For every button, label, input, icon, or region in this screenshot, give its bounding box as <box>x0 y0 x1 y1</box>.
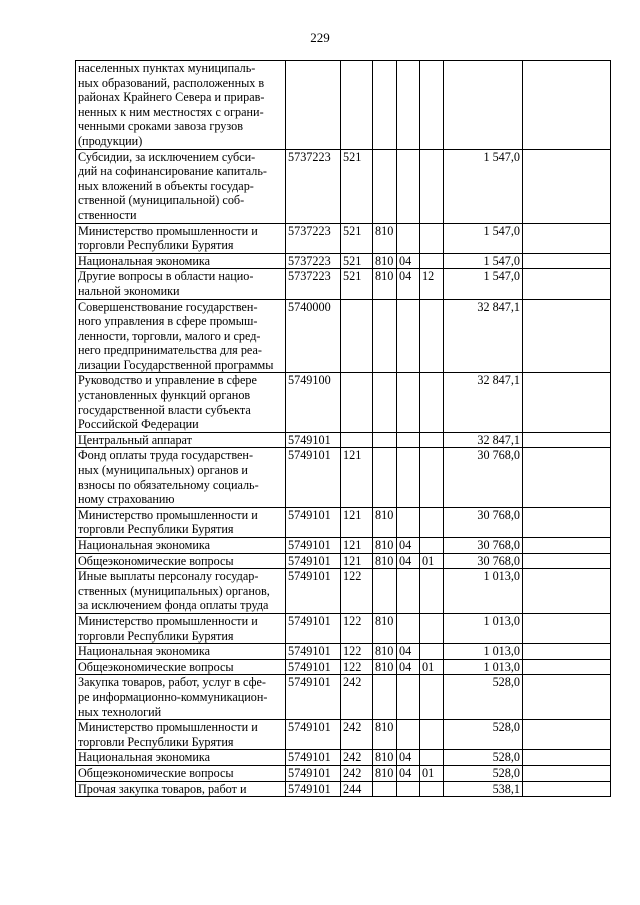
row-pr-cell <box>420 253 444 269</box>
row-vr-cell <box>341 373 373 432</box>
row-gr-cell <box>373 432 397 448</box>
row-pr-cell <box>420 149 444 223</box>
table-row <box>76 720 611 750</box>
row-pr-cell <box>420 569 444 614</box>
row-rz-cell <box>397 223 420 253</box>
table-row <box>76 149 611 223</box>
row-code-cell: 5749101 <box>286 675 341 720</box>
row-amount-cell: 30 768,0 <box>444 553 523 569</box>
row-empty-cell <box>523 750 611 766</box>
row-name-cell: Субсидии, за исключением субси- дий на софинансирование капиталь- ных вложений в объекты государ- ственной (муниципальной) соб- ственности <box>76 149 286 223</box>
row-amount-cell: 1 547,0 <box>444 149 523 223</box>
row-empty-cell <box>523 720 611 750</box>
row-vr-cell: 121 <box>341 448 373 507</box>
table-row <box>76 644 611 660</box>
row-empty-cell <box>523 569 611 614</box>
row-amount-cell: 1 013,0 <box>444 659 523 675</box>
row-pr-cell <box>420 613 444 643</box>
row-gr-cell: 810 <box>373 253 397 269</box>
row-name-cell: Министерство промышленности и торговли Республики Бурятия <box>76 507 286 537</box>
row-empty-cell <box>523 448 611 507</box>
table-row <box>76 448 611 507</box>
row-gr-cell: 810 <box>373 269 397 299</box>
row-gr-cell <box>373 299 397 373</box>
row-gr-cell: 810 <box>373 613 397 643</box>
row-amount-cell: 30 768,0 <box>444 538 523 554</box>
row-name-cell: Министерство промышленности и торговли Республики Бурятия <box>76 613 286 643</box>
row-code-cell: 5749101 <box>286 432 341 448</box>
row-rz-cell: 04 <box>397 750 420 766</box>
row-code-cell <box>286 61 341 150</box>
row-amount-cell: 32 847,1 <box>444 373 523 432</box>
row-code-cell: 5749101 <box>286 720 341 750</box>
row-empty-cell <box>523 432 611 448</box>
table-row <box>76 269 611 299</box>
row-empty-cell <box>523 659 611 675</box>
row-empty-cell <box>523 553 611 569</box>
row-rz-cell <box>397 61 420 150</box>
row-rz-cell: 04 <box>397 644 420 660</box>
row-vr-cell: 521 <box>341 223 373 253</box>
row-rz-cell <box>397 448 420 507</box>
row-empty-cell <box>523 675 611 720</box>
row-vr-cell: 121 <box>341 538 373 554</box>
row-vr-cell <box>341 299 373 373</box>
row-empty-cell <box>523 149 611 223</box>
row-amount-cell: 528,0 <box>444 720 523 750</box>
page-number: 229 <box>310 30 330 45</box>
row-code-cell: 5749101 <box>286 765 341 781</box>
row-amount-cell: 30 768,0 <box>444 448 523 507</box>
table-row <box>76 765 611 781</box>
row-code-cell: 5749101 <box>286 750 341 766</box>
table-row <box>76 61 611 150</box>
row-name-cell: населенных пунктах муниципаль- ных образований, расположенных в районах Крайнего Севера и прирав- ненных к ним местностях с ограни- ченными сроками завоза грузов (продукции) <box>76 61 286 150</box>
row-rz-cell <box>397 569 420 614</box>
table-row <box>76 675 611 720</box>
table-row <box>76 781 611 797</box>
row-amount-cell: 528,0 <box>444 675 523 720</box>
row-rz-cell <box>397 675 420 720</box>
row-rz-cell <box>397 299 420 373</box>
row-rz-cell: 04 <box>397 765 420 781</box>
row-amount-cell: 1 013,0 <box>444 569 523 614</box>
row-empty-cell <box>523 373 611 432</box>
row-code-cell: 5749100 <box>286 373 341 432</box>
row-empty-cell <box>523 781 611 797</box>
row-gr-cell: 810 <box>373 720 397 750</box>
row-rz-cell: 04 <box>397 253 420 269</box>
row-amount-cell: 1 547,0 <box>444 223 523 253</box>
row-gr-cell <box>373 675 397 720</box>
row-code-cell: 5737223 <box>286 149 341 223</box>
budget-table-body <box>76 61 611 797</box>
row-code-cell: 5749101 <box>286 613 341 643</box>
row-rz-cell: 04 <box>397 553 420 569</box>
row-vr-cell: 122 <box>341 569 373 614</box>
row-vr-cell: 121 <box>341 553 373 569</box>
row-code-cell: 5737223 <box>286 269 341 299</box>
row-vr-cell: 244 <box>341 781 373 797</box>
row-name-cell: Иные выплаты персоналу государ- ственных (муниципальных) органов, за исключением фонда оплаты труда <box>76 569 286 614</box>
row-vr-cell: 242 <box>341 750 373 766</box>
row-gr-cell: 810 <box>373 659 397 675</box>
row-empty-cell <box>523 644 611 660</box>
row-name-cell: Совершенствование государствен- ного управления в сфере промыш- ленности, торговли, малого и сред- него предпринимательства для реа- лизации Государственной программы <box>76 299 286 373</box>
row-gr-cell: 810 <box>373 538 397 554</box>
row-pr-cell: 12 <box>420 269 444 299</box>
row-pr-cell <box>420 781 444 797</box>
table-row <box>76 223 611 253</box>
row-code-cell: 5737223 <box>286 253 341 269</box>
row-name-cell: Общеэкономические вопросы <box>76 553 286 569</box>
row-code-cell: 5749101 <box>286 538 341 554</box>
row-rz-cell <box>397 720 420 750</box>
row-pr-cell <box>420 223 444 253</box>
row-code-cell: 5737223 <box>286 223 341 253</box>
row-name-cell: Закупка товаров, работ, услуг в сфе- ре информационно-коммуникацион- ных технологий <box>76 675 286 720</box>
row-code-cell: 5749101 <box>286 659 341 675</box>
row-empty-cell <box>523 223 611 253</box>
table-row <box>76 659 611 675</box>
row-rz-cell: 04 <box>397 538 420 554</box>
table-row <box>76 373 611 432</box>
row-gr-cell: 810 <box>373 750 397 766</box>
row-name-cell: Общеэкономические вопросы <box>76 765 286 781</box>
row-amount-cell: 30 768,0 <box>444 507 523 537</box>
row-pr-cell <box>420 750 444 766</box>
row-code-cell: 5749101 <box>286 553 341 569</box>
row-name-cell: Руководство и управление в сфере установленных функций органов государственной власти субъекта Российской Федерации <box>76 373 286 432</box>
row-pr-cell <box>420 373 444 432</box>
row-amount-cell: 1 013,0 <box>444 613 523 643</box>
row-name-cell: Фонд оплаты труда государствен- ных (муниципальных) органов и взносы по обязательному социаль- ному страхованию <box>76 448 286 507</box>
row-rz-cell <box>397 781 420 797</box>
row-gr-cell <box>373 373 397 432</box>
table-row <box>76 538 611 554</box>
row-pr-cell <box>420 507 444 537</box>
row-empty-cell <box>523 61 611 150</box>
row-vr-cell: 121 <box>341 507 373 537</box>
row-gr-cell: 810 <box>373 644 397 660</box>
row-vr-cell: 521 <box>341 253 373 269</box>
row-rz-cell <box>397 149 420 223</box>
row-name-cell: Министерство промышленности и торговли Республики Бурятия <box>76 720 286 750</box>
row-vr-cell: 521 <box>341 269 373 299</box>
row-empty-cell <box>523 507 611 537</box>
row-amount-cell: 538,1 <box>444 781 523 797</box>
row-vr-cell: 122 <box>341 644 373 660</box>
row-pr-cell <box>420 432 444 448</box>
row-empty-cell <box>523 253 611 269</box>
row-pr-cell: 01 <box>420 765 444 781</box>
row-empty-cell <box>523 613 611 643</box>
table-row <box>76 553 611 569</box>
row-gr-cell <box>373 61 397 150</box>
row-rz-cell <box>397 613 420 643</box>
table-row <box>76 507 611 537</box>
row-empty-cell <box>523 765 611 781</box>
row-rz-cell: 04 <box>397 269 420 299</box>
row-pr-cell <box>420 299 444 373</box>
row-gr-cell: 810 <box>373 765 397 781</box>
row-amount-cell: 528,0 <box>444 765 523 781</box>
row-name-cell: Центральный аппарат <box>76 432 286 448</box>
row-amount-cell: 528,0 <box>444 750 523 766</box>
row-vr-cell: 122 <box>341 659 373 675</box>
row-pr-cell: 01 <box>420 553 444 569</box>
table-row <box>76 613 611 643</box>
row-amount-cell <box>444 61 523 150</box>
row-empty-cell <box>523 538 611 554</box>
row-pr-cell <box>420 675 444 720</box>
row-name-cell: Другие вопросы в области нацио- нальной экономики <box>76 269 286 299</box>
row-vr-cell: 242 <box>341 765 373 781</box>
row-name-cell: Национальная экономика <box>76 253 286 269</box>
row-pr-cell <box>420 538 444 554</box>
row-gr-cell: 810 <box>373 507 397 537</box>
row-gr-cell <box>373 569 397 614</box>
row-amount-cell: 32 847,1 <box>444 299 523 373</box>
row-vr-cell <box>341 432 373 448</box>
row-vr-cell: 521 <box>341 149 373 223</box>
row-amount-cell: 1 013,0 <box>444 644 523 660</box>
row-code-cell: 5749101 <box>286 781 341 797</box>
row-name-cell: Национальная экономика <box>76 538 286 554</box>
row-name-cell: Общеэкономические вопросы <box>76 659 286 675</box>
row-amount-cell: 1 547,0 <box>444 253 523 269</box>
table-row <box>76 750 611 766</box>
row-rz-cell <box>397 507 420 537</box>
row-code-cell: 5749101 <box>286 448 341 507</box>
row-rz-cell: 04 <box>397 659 420 675</box>
row-gr-cell: 810 <box>373 553 397 569</box>
row-amount-cell: 32 847,1 <box>444 432 523 448</box>
row-pr-cell <box>420 448 444 507</box>
row-pr-cell <box>420 644 444 660</box>
row-vr-cell <box>341 61 373 150</box>
row-pr-cell <box>420 720 444 750</box>
row-pr-cell <box>420 61 444 150</box>
row-rz-cell <box>397 432 420 448</box>
row-name-cell: Прочая закупка товаров, работ и <box>76 781 286 797</box>
row-name-cell: Национальная экономика <box>76 750 286 766</box>
row-code-cell: 5740000 <box>286 299 341 373</box>
row-vr-cell: 122 <box>341 613 373 643</box>
row-name-cell: Министерство промышленности и торговли Республики Бурятия <box>76 223 286 253</box>
row-gr-cell <box>373 781 397 797</box>
row-vr-cell: 242 <box>341 720 373 750</box>
row-name-cell: Национальная экономика <box>76 644 286 660</box>
row-empty-cell <box>523 299 611 373</box>
row-gr-cell: 810 <box>373 223 397 253</box>
row-empty-cell <box>523 269 611 299</box>
row-rz-cell <box>397 373 420 432</box>
row-amount-cell: 1 547,0 <box>444 269 523 299</box>
row-pr-cell: 01 <box>420 659 444 675</box>
row-code-cell: 5749101 <box>286 644 341 660</box>
table-row <box>76 299 611 373</box>
row-vr-cell: 242 <box>341 675 373 720</box>
budget-table <box>75 60 611 797</box>
row-code-cell: 5749101 <box>286 507 341 537</box>
row-gr-cell <box>373 149 397 223</box>
table-row <box>76 432 611 448</box>
row-code-cell: 5749101 <box>286 569 341 614</box>
row-gr-cell <box>373 448 397 507</box>
table-row <box>76 253 611 269</box>
table-row <box>76 569 611 614</box>
